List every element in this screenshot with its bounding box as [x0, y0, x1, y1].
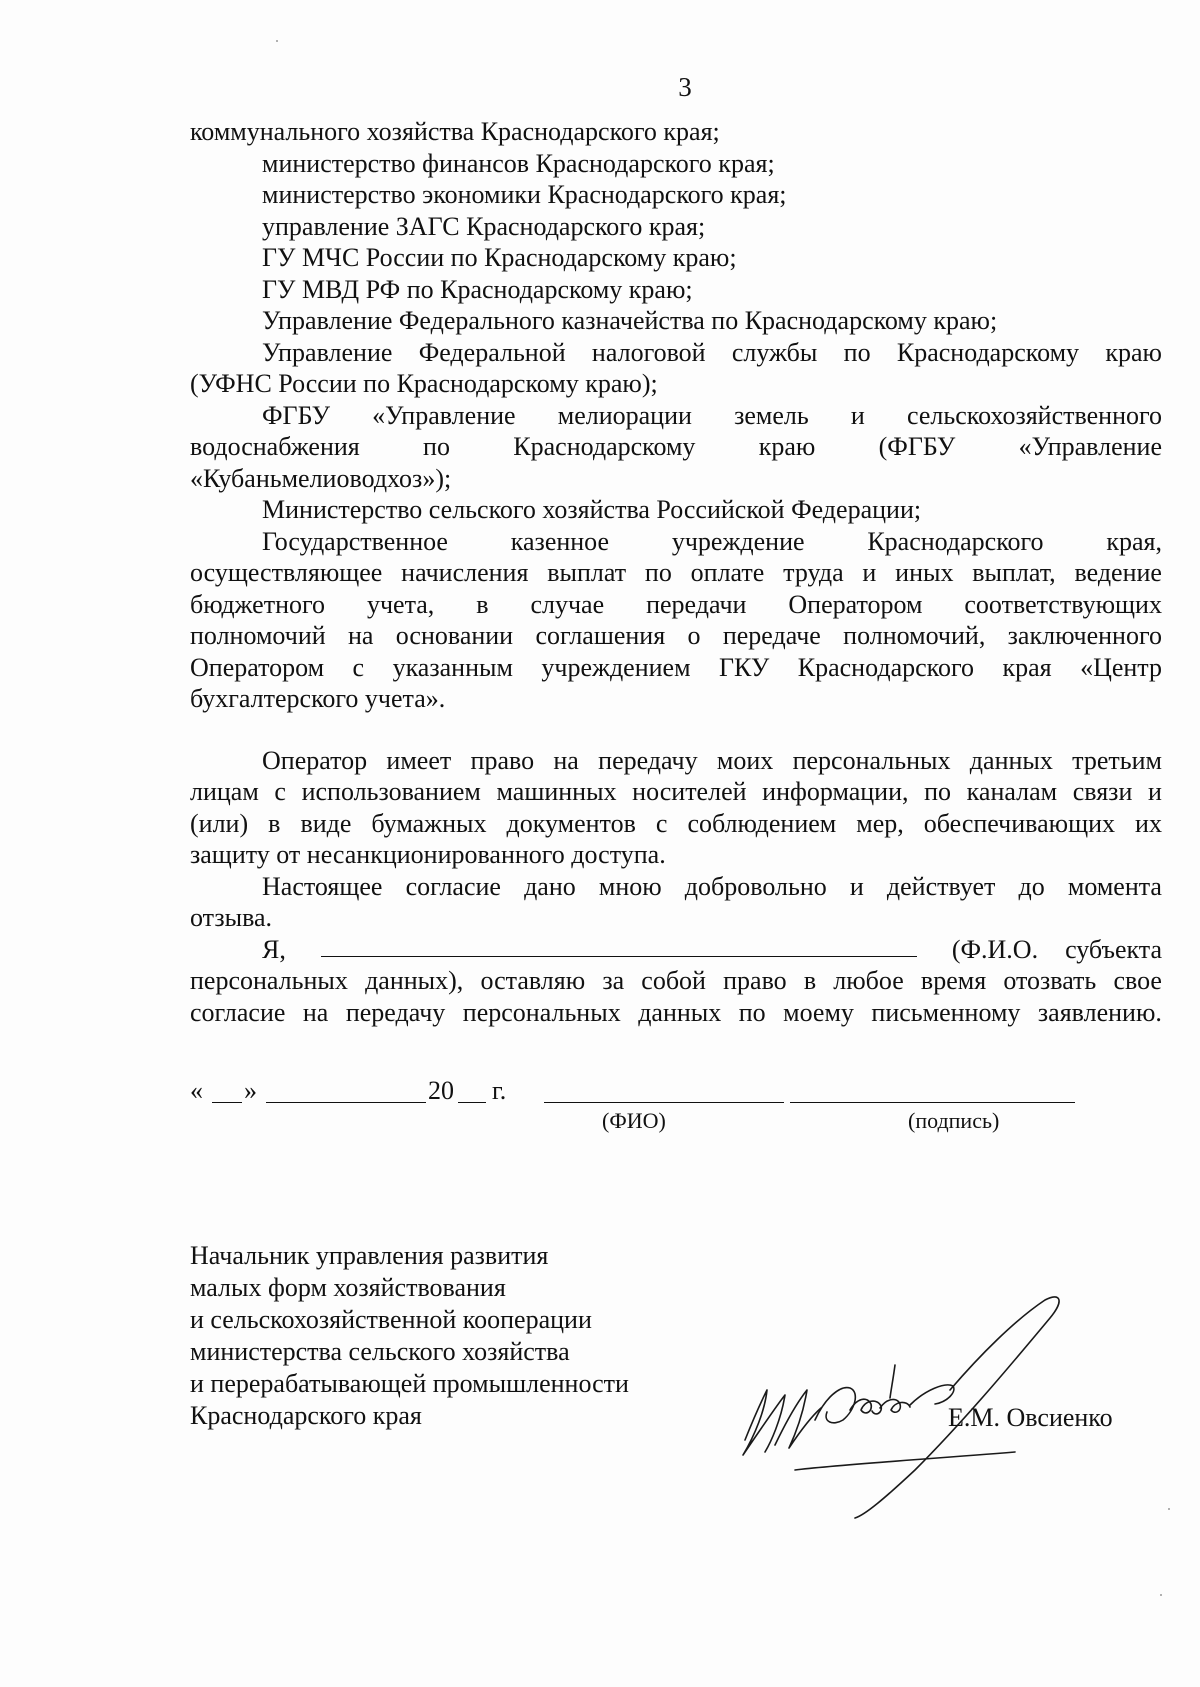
word: Настоящее: [262, 871, 383, 901]
justified-line: [190, 776, 1162, 808]
quote-left: «: [190, 1076, 203, 1105]
word: Управление: [262, 337, 393, 367]
word: с: [274, 777, 286, 806]
handwritten-signature: [715, 1270, 1075, 1520]
word: края,: [1106, 526, 1162, 556]
signer-name: Е.М. Овсиенко: [948, 1403, 1113, 1432]
text-line: управление ЗАГС Краснодарского края;: [262, 211, 706, 241]
word: данных: [638, 997, 722, 1027]
word: «Управление: [1018, 432, 1162, 461]
word: Краснодарского: [867, 526, 1044, 556]
word: машинных: [496, 777, 617, 806]
word: и: [849, 871, 864, 901]
word: связи: [1072, 777, 1133, 806]
word: персональных: [462, 997, 621, 1027]
day-blank-field[interactable]: [212, 1102, 242, 1103]
justified-line: [190, 871, 1162, 903]
word: сельскохозяйственного: [907, 400, 1162, 430]
word: полномочий,: [843, 621, 986, 650]
word: края: [1002, 652, 1052, 682]
word: краю: [758, 432, 816, 461]
word: в: [268, 808, 281, 838]
word: данных),: [365, 966, 464, 995]
text-line: коммунального хозяйства Краснодарского края;: [190, 117, 720, 146]
justified-line: [190, 997, 1162, 1029]
year-suffix: г.: [492, 1076, 507, 1105]
word: мелиорации: [557, 400, 692, 430]
text-line: министерство экономики Краснодарского края;: [262, 180, 787, 209]
word: заявлению.: [1037, 997, 1162, 1027]
word: за: [602, 966, 625, 995]
word: указанным: [392, 652, 513, 682]
fio-text: (Ф.И.О.: [951, 934, 1039, 964]
text-line: «Кубаньмелиоводхоз»);: [190, 463, 452, 493]
word: третьим: [1072, 745, 1162, 775]
word: основании: [395, 621, 514, 650]
word: земель: [734, 400, 809, 430]
word: службы: [731, 337, 818, 367]
word: (ФГБУ: [878, 432, 956, 461]
name-blank-field[interactable]: [321, 934, 917, 957]
word: выплат,: [972, 558, 1056, 587]
word: собой: [641, 966, 706, 995]
word: иных: [895, 558, 954, 587]
word: Оператором: [190, 652, 325, 682]
word: труда: [783, 558, 844, 587]
word: «Центр: [1080, 652, 1162, 682]
signer-title-line: и сельскохозяйственной кооперации: [190, 1305, 592, 1334]
word: на: [553, 745, 579, 775]
word: момента: [1067, 871, 1162, 901]
word: дано: [524, 871, 576, 901]
text-line: Министерство сельского хозяйства Российской Федерации;: [262, 495, 922, 524]
word: на: [302, 997, 329, 1027]
word: согласие: [405, 871, 501, 901]
word: документов: [506, 808, 636, 838]
word: в: [803, 966, 817, 995]
word: учета,: [366, 589, 435, 619]
word: оставляю: [480, 966, 586, 995]
word: Федеральной: [418, 337, 566, 367]
justified-line: [190, 557, 1162, 589]
word: действует: [886, 871, 996, 901]
word: выплат: [547, 558, 627, 587]
paragraph-gap: [190, 715, 1162, 745]
subject-text: субъекта: [1065, 934, 1162, 964]
word: виде: [300, 808, 352, 838]
text-line: защиту от несанкционированного доступа.: [190, 840, 666, 869]
word: (или): [190, 808, 249, 838]
signer-title-line: малых форм хозяйствования: [190, 1273, 506, 1302]
word: и: [862, 558, 877, 587]
word: соблюдением: [687, 808, 837, 838]
word: соответствующих: [964, 589, 1162, 619]
justified-line: [190, 400, 1162, 432]
text-line: ГУ МВД РФ по Краснодарскому краю;: [262, 274, 693, 304]
word: имеет: [386, 745, 452, 775]
scan-speck: [1160, 1594, 1162, 1596]
word: право: [470, 745, 535, 775]
word: Краснодарскому: [513, 432, 696, 461]
word: соглашения: [535, 621, 666, 650]
word: моему: [783, 997, 854, 1027]
word: налоговой: [591, 337, 706, 367]
signer-title-line: министерства сельского хозяйства: [190, 1337, 570, 1366]
justified-line: [190, 337, 1162, 369]
word: оплате: [690, 558, 765, 587]
word: бумажных: [371, 808, 487, 838]
signer-title-line: и перерабатывающей промышленности: [190, 1369, 629, 1398]
word: полномочий: [190, 621, 326, 650]
word: учреждением: [541, 652, 691, 682]
word: ГКУ: [719, 652, 770, 682]
word: бюджетного: [190, 589, 326, 619]
word: по: [423, 432, 450, 461]
name-fill-line: [190, 934, 1162, 966]
word: ведение: [1074, 558, 1162, 587]
word: Краснодарского: [797, 652, 974, 682]
word: передачу: [598, 745, 698, 775]
word: и: [850, 400, 865, 430]
year-blank-field[interactable]: [458, 1102, 486, 1103]
word: начисления: [401, 558, 529, 587]
word: ФГБУ: [262, 400, 330, 430]
word: лицам: [190, 777, 259, 806]
word: в: [476, 589, 489, 619]
word: носителей: [632, 777, 747, 806]
justified-line: [190, 652, 1162, 684]
justified-line: [190, 431, 1162, 463]
word: Оператором: [788, 589, 923, 619]
word: по: [644, 558, 672, 587]
justified-line: [190, 589, 1162, 621]
word: краю: [1105, 337, 1162, 367]
text-line: бухгалтерского учета».: [190, 684, 446, 713]
justified-line: [190, 620, 1162, 652]
word: информации,: [762, 777, 909, 806]
word: право: [723, 966, 787, 995]
word: до: [1018, 871, 1045, 901]
word: время: [920, 966, 987, 995]
word: добровольно: [684, 871, 827, 901]
word: «Управление: [372, 400, 516, 430]
word: передачу: [345, 997, 446, 1027]
word: на: [347, 621, 374, 650]
word: по: [924, 777, 952, 806]
text-line: Управление Федерального казначейства по Краснодарскому краю;: [262, 306, 998, 335]
page-number: 3: [678, 72, 692, 102]
signer-title-line: Начальник управления развития: [190, 1241, 549, 1270]
justified-line: [190, 965, 1162, 997]
word: о: [687, 621, 701, 650]
justified-line: [190, 526, 1162, 558]
word: казенное: [510, 526, 610, 556]
word: заключенного: [1007, 621, 1162, 650]
word: свое: [1113, 966, 1162, 995]
text-line: отзыва.: [190, 903, 273, 932]
word: передачи: [646, 589, 747, 619]
word: и: [1147, 777, 1162, 806]
text-line: ГУ МЧС России по Краснодарскому краю;: [262, 243, 737, 272]
word: передаче: [722, 621, 821, 650]
word: водоснабжения: [190, 432, 360, 461]
date-signature-row: [190, 1075, 1170, 1135]
word: персональных: [792, 745, 951, 775]
scan-speck: [276, 40, 278, 42]
ya-text: Я,: [262, 934, 286, 964]
word: осуществляющее: [190, 558, 383, 587]
word: моих: [716, 745, 774, 775]
word: с: [655, 808, 668, 838]
word: данных: [969, 745, 1053, 775]
word: Оператор: [262, 745, 368, 775]
word: Государственное: [262, 526, 448, 556]
word: их: [1135, 808, 1162, 838]
year-prefix: 20: [428, 1076, 454, 1105]
signature-blank-field[interactable]: [790, 1102, 1075, 1103]
signer-title-block: [190, 1240, 629, 1432]
word: мер,: [856, 808, 904, 838]
word: по: [738, 997, 766, 1027]
signer-title-line: Краснодарского края: [190, 1401, 422, 1430]
month-blank-field[interactable]: [266, 1102, 426, 1103]
signature-caption: (подпись): [908, 1108, 1000, 1133]
fio-blank-field[interactable]: [544, 1102, 784, 1103]
document-body: [190, 116, 1162, 1028]
quote-right: »: [244, 1076, 257, 1105]
word: отозвать: [1003, 966, 1097, 995]
justified-line: [190, 808, 1162, 840]
word: персональных: [190, 966, 348, 995]
fio-caption: (ФИО): [602, 1108, 666, 1133]
justified-line: [190, 745, 1162, 777]
text-line: (УФНС России по Краснодарскому краю);: [190, 369, 658, 398]
word: использованием: [301, 777, 481, 806]
scan-speck: [1168, 1508, 1170, 1510]
word: каналам: [966, 777, 1058, 806]
word: любое: [833, 966, 904, 995]
word: согласие: [190, 997, 286, 1027]
word: письменному: [871, 997, 1021, 1027]
text-line: министерство финансов Краснодарского края;: [262, 148, 775, 178]
word: с: [352, 652, 365, 682]
word: случае: [530, 589, 605, 619]
word: обеспечивающих: [923, 808, 1116, 838]
word: Краснодарскому: [896, 337, 1080, 367]
word: мною: [598, 871, 662, 901]
word: учреждение: [671, 526, 805, 556]
word: по: [843, 337, 871, 367]
